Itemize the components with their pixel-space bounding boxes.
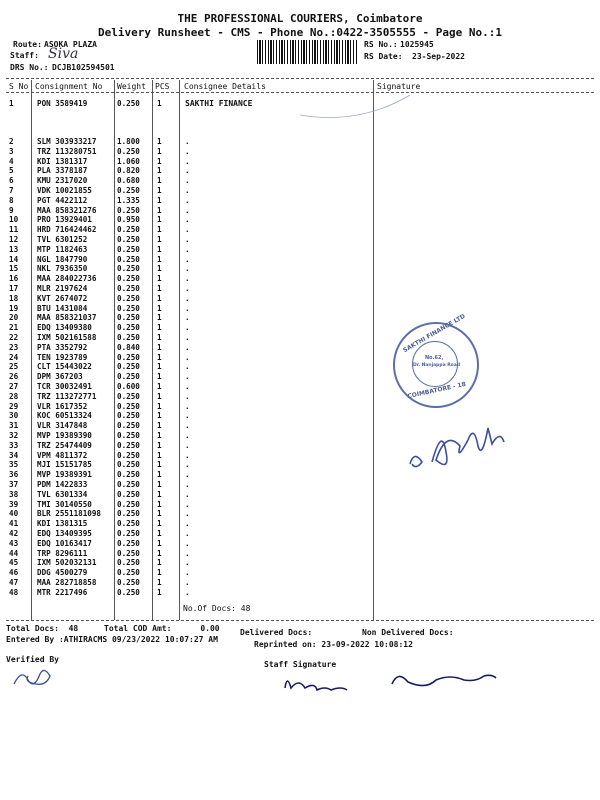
- row-consignment-no: KOC 60513324: [37, 411, 92, 421]
- row-pcs: 1: [157, 587, 162, 597]
- row-sno: 18: [9, 293, 19, 303]
- row-weight: 0.250: [117, 303, 140, 313]
- row-sno: 32: [9, 431, 19, 440]
- row-consignee-placeholder: .: [185, 313, 190, 323]
- row-sno: 25: [9, 362, 19, 372]
- no-of-docs: No.Of Docs: 48: [183, 604, 251, 613]
- row-consignee-placeholder: .: [185, 303, 190, 313]
- row-consignee-placeholder: .: [185, 548, 190, 558]
- row-consignment-no: TRP 8296111: [37, 548, 88, 558]
- row-weight: 0.250: [117, 509, 140, 519]
- row-consignment-no: DPM 367203: [37, 372, 83, 382]
- row-consignee-placeholder: .: [185, 362, 190, 372]
- first-consignee: SAKTHI FINANCE: [185, 99, 253, 108]
- row-consignee-placeholder: .: [185, 264, 190, 274]
- row-weight: 1.335: [117, 195, 140, 205]
- row-consignment-no: TRZ 113272771: [37, 391, 97, 401]
- row-pcs: 1: [157, 303, 162, 313]
- row-sno: 44: [9, 548, 19, 558]
- row-consignment-no: KDI 1381317: [37, 156, 88, 166]
- row-pcs: 1: [157, 333, 162, 342]
- col-header-signature: Signature: [377, 82, 421, 91]
- row-weight: 0.250: [117, 529, 140, 538]
- row-pcs: 1: [157, 529, 162, 538]
- row-consignment-no: MJI 15151785: [37, 460, 92, 470]
- row-pcs: 1: [157, 460, 162, 470]
- reprinted-on: Reprinted on: 23-09-2022 10:08:12: [254, 640, 413, 649]
- row-consignee-placeholder: .: [185, 587, 190, 597]
- row-consignment-no: MLR 2197624: [37, 284, 88, 293]
- row-sno: 30: [9, 411, 19, 421]
- col-header-sno: S No: [9, 82, 29, 91]
- row-consignment-no: KVT 2674072: [37, 293, 88, 303]
- row-consignment-no: MVP 19389391: [37, 470, 92, 480]
- row-consignment-no: EDQ 13409380: [37, 323, 92, 333]
- staff-value: Siva: [48, 46, 79, 62]
- row-pcs: 1: [157, 146, 162, 156]
- row-sno: 34: [9, 450, 19, 460]
- row-weight: 1.800: [117, 137, 140, 146]
- row-consignee-placeholder: .: [185, 558, 190, 568]
- row-weight: 0.250: [117, 352, 140, 362]
- row-consignment-no: EDQ 10163417: [37, 538, 92, 548]
- row-weight: 0.250: [117, 568, 140, 578]
- drs-label: DRS No.:: [10, 63, 49, 72]
- row-pcs: 1: [157, 578, 162, 587]
- row-consignee-placeholder: .: [185, 489, 190, 499]
- row-sno: 42: [9, 529, 19, 538]
- row-weight: 0.250: [117, 411, 140, 421]
- row-weight: 0.250: [117, 274, 140, 284]
- row-weight: 0.950: [117, 215, 140, 225]
- row-pcs: 1: [157, 342, 162, 352]
- col-header-weight: Weight: [117, 82, 146, 91]
- row-weight: 0.680: [117, 176, 140, 186]
- row-pcs: 1: [157, 254, 162, 264]
- row-consignee-placeholder: .: [185, 274, 190, 284]
- row-sno: 7: [9, 186, 14, 195]
- row-sno: 1: [9, 99, 14, 108]
- row-consignee-placeholder: .: [185, 205, 190, 215]
- row-sno: 48: [9, 587, 19, 597]
- row-consignee-placeholder: .: [185, 215, 190, 225]
- row-pcs: 1: [157, 323, 162, 333]
- delivered-docs: Delivered Docs:: [240, 628, 313, 637]
- row-consignment-no: NGL 1847790: [37, 254, 88, 264]
- row-pcs: 1: [157, 166, 162, 176]
- row-consignment-no: TRZ 25474409: [37, 440, 92, 450]
- row-pcs: 1: [157, 137, 162, 146]
- row-consignee-placeholder: .: [185, 333, 190, 342]
- row-consignee-placeholder: .: [185, 382, 190, 391]
- row-consignment-no: BTU 1431084: [37, 303, 88, 313]
- row-weight: 0.250: [117, 333, 140, 342]
- staff-signature-scrawl: [285, 675, 496, 690]
- row-pcs: 1: [157, 519, 162, 529]
- row-sno: 46: [9, 568, 19, 578]
- document-subtitle: Delivery Runsheet - CMS - Phone No.:0422-3505555 - Page No.:1: [98, 26, 502, 39]
- row-sno: 38: [9, 489, 19, 499]
- row-consignee-placeholder: .: [185, 529, 190, 538]
- row-pcs: 1: [157, 548, 162, 558]
- row-weight: 0.820: [117, 166, 140, 176]
- rs-date-label: RS Date:: [364, 52, 403, 61]
- row-sno: 29: [9, 401, 19, 411]
- row-pcs: 1: [157, 274, 162, 284]
- row-consignee-placeholder: .: [185, 460, 190, 470]
- row-consignee-placeholder: .: [185, 284, 190, 293]
- row-consignment-no: MVP 19389390: [37, 431, 92, 440]
- row-pcs: 1: [157, 470, 162, 480]
- row-consignment-no: DDG 4500279: [37, 568, 88, 578]
- row-consignment-no: TVL 6301334: [37, 489, 88, 499]
- row-pcs: 1: [157, 391, 162, 401]
- row-pcs: 1: [157, 284, 162, 293]
- col-header-consignee: Consignee Details: [184, 82, 266, 91]
- row-consignment-no: PLA 3378187: [37, 166, 88, 176]
- row-sno: 22: [9, 333, 19, 342]
- row-consignee-placeholder: .: [185, 293, 190, 303]
- row-consignee-placeholder: .: [185, 391, 190, 401]
- row-consignment-no: MTR 2217496: [37, 587, 88, 597]
- row-weight: 0.250: [117, 186, 140, 195]
- row-weight: 0.250: [117, 372, 140, 382]
- row-sno: 4: [9, 156, 14, 166]
- row-consignment-no: KMU 2317020: [37, 176, 88, 186]
- row-weight: 0.250: [117, 548, 140, 558]
- row-pcs: 1: [157, 176, 162, 186]
- row-pcs: 1: [157, 489, 162, 499]
- row-consignee-placeholder: .: [185, 499, 190, 509]
- row-consignment-no: VPM 4811372: [37, 450, 88, 460]
- row-consignment-no: TMI 30140550: [37, 499, 92, 509]
- row-pcs: 1: [157, 450, 162, 460]
- row-consignee-placeholder: .: [185, 509, 190, 519]
- row-pcs: 1: [157, 382, 162, 391]
- row-consignment-no: NKL 7936350: [37, 264, 88, 274]
- row-pcs: 1: [157, 244, 162, 254]
- row-consignee-placeholder: .: [185, 323, 190, 333]
- route-value: ASOKA PLAZA: [44, 40, 97, 49]
- stamp-line2: Dr. Nanjappa Road: [413, 363, 461, 368]
- row-sno: 12: [9, 235, 19, 244]
- row-consignee-placeholder: .: [185, 411, 190, 421]
- row-consignment-no: PRO 13929401: [37, 215, 92, 225]
- row-consignment-no: VDK 10021855: [37, 186, 92, 195]
- row-sno: 26: [9, 372, 19, 382]
- row-pcs: 1: [157, 225, 162, 235]
- row-sno: 21: [9, 323, 19, 333]
- row-weight: 0.250: [117, 470, 140, 480]
- row-consignee-placeholder: .: [185, 440, 190, 450]
- row-consignment-no: TRZ 113280751: [37, 146, 97, 156]
- row-consignment-no: MTP 1182463: [37, 244, 88, 254]
- row-pcs: 1: [157, 568, 162, 578]
- row-sno: 45: [9, 558, 19, 568]
- row-consignee-placeholder: .: [185, 254, 190, 264]
- row-pcs: 1: [157, 195, 162, 205]
- total-docs: Total Docs: 48: [6, 624, 79, 633]
- row-consignment-no: EDQ 13409395: [37, 529, 92, 538]
- row-pcs: 1: [157, 99, 162, 108]
- row-weight: 0.250: [117, 225, 140, 235]
- row-consignee-placeholder: .: [185, 137, 190, 146]
- row-consignee-placeholder: .: [185, 176, 190, 186]
- row-sno: 9: [9, 205, 14, 215]
- row-pcs: 1: [157, 264, 162, 274]
- row-consignment-no: HRD 716424462: [37, 225, 97, 235]
- row-consignment-no: TCR 30032491: [37, 382, 92, 391]
- row-consignment-no: MAA 858321037: [37, 313, 97, 323]
- non-delivered-docs: Non Delivered Docs:: [362, 628, 454, 637]
- row-sno: 19: [9, 303, 19, 313]
- row-consignment-no: SLM 303933217: [37, 137, 97, 146]
- stamp-company: SAKTHI FINANCE LTD: [401, 312, 467, 355]
- row-pcs: 1: [157, 293, 162, 303]
- rs-no-label: RS No.:: [364, 40, 398, 49]
- row-weight: 0.250: [117, 587, 140, 597]
- row-sno: 31: [9, 421, 19, 431]
- row-sno: 10: [9, 215, 19, 225]
- row-pcs: 1: [157, 401, 162, 411]
- row-weight: 0.250: [117, 401, 140, 411]
- row-pcs: 1: [157, 352, 162, 362]
- row-consignee-placeholder: .: [185, 146, 190, 156]
- row-sno: 14: [9, 254, 19, 264]
- row-consignment-no: MAA 284022736: [37, 274, 97, 284]
- row-consignee-placeholder: .: [185, 352, 190, 362]
- row-weight: 0.250: [117, 538, 140, 548]
- row-consignee-placeholder: .: [185, 450, 190, 460]
- row-weight: 0.250: [117, 431, 140, 440]
- consignee-signature: [410, 428, 504, 467]
- row-pcs: 1: [157, 558, 162, 568]
- row-consignee-placeholder: .: [185, 519, 190, 529]
- row-sno: 39: [9, 499, 19, 509]
- row-sno: 3: [9, 146, 14, 156]
- row-consignee-placeholder: .: [185, 166, 190, 176]
- staff-label: Staff:: [10, 51, 39, 60]
- row-consignment-no: TVL 6301252: [37, 235, 88, 244]
- row-consignment-no: VLR 3147848: [37, 421, 88, 431]
- row-pcs: 1: [157, 411, 162, 421]
- row-sno: 23: [9, 342, 19, 352]
- row-weight: 0.250: [117, 421, 140, 431]
- row-consignment-no: PDM 1422833: [37, 480, 88, 489]
- row-weight: 0.250: [117, 284, 140, 293]
- row-sno: 20: [9, 313, 19, 323]
- row-weight: 0.250: [117, 489, 140, 499]
- row-sno: 28: [9, 391, 19, 401]
- row-consignment-no: VLR 1617352: [37, 401, 88, 411]
- row-consignment-no: IXM 502032131: [37, 558, 97, 568]
- row-consignee-placeholder: .: [185, 225, 190, 235]
- row-consignee-placeholder: .: [185, 235, 190, 244]
- col-header-consignment: Consignment No: [35, 82, 103, 91]
- document-title: THE PROFESSIONAL COURIERS, Coimbatore: [177, 12, 423, 25]
- row-sno: 5: [9, 166, 14, 176]
- row-weight: 0.250: [117, 293, 140, 303]
- row-weight: 0.250: [117, 323, 140, 333]
- row-pcs: 1: [157, 215, 162, 225]
- row-consignment-no: PON 3589419: [37, 99, 88, 108]
- row-pcs: 1: [157, 480, 162, 489]
- row-consignment-no: TEN 1923789: [37, 352, 88, 362]
- row-weight: 0.250: [117, 254, 140, 264]
- row-sno: 47: [9, 578, 19, 587]
- row-pcs: 1: [157, 440, 162, 450]
- row-consignee-placeholder: .: [185, 195, 190, 205]
- row-consignee-placeholder: .: [185, 431, 190, 440]
- row-consignment-no: BLR 2551181098: [37, 509, 102, 519]
- row-sno: 16: [9, 274, 19, 284]
- row-consignment-no: PTA 3352792: [37, 342, 88, 352]
- row-consignment-no: PGT 4422112: [37, 195, 88, 205]
- row-consignee-placeholder: .: [185, 421, 190, 431]
- row-weight: 0.840: [117, 342, 140, 352]
- rs-date-value: 23-Sep-2022: [412, 52, 465, 61]
- row-sno: 17: [9, 284, 19, 293]
- drs-value: DCJB102594501: [52, 63, 115, 72]
- row-consignee-placeholder: .: [185, 372, 190, 382]
- row-weight: 0.250: [117, 480, 140, 489]
- row-pcs: 1: [157, 421, 162, 431]
- row-sno: 36: [9, 470, 19, 480]
- row-pcs: 1: [157, 538, 162, 548]
- row-pcs: 1: [157, 156, 162, 166]
- row-weight: 0.250: [117, 313, 140, 323]
- row-weight: 0.250: [117, 519, 140, 529]
- row-pcs: 1: [157, 372, 162, 382]
- rs-no-value: 1025945: [400, 40, 434, 49]
- row-weight: 0.250: [117, 264, 140, 274]
- row-weight: 0.250: [117, 499, 140, 509]
- col-header-pcs: PCS: [155, 82, 170, 91]
- row-weight: 0.250: [117, 578, 140, 587]
- row-pcs: 1: [157, 499, 162, 509]
- row-sno: 15: [9, 264, 19, 274]
- verified-by-label: Verified By: [6, 655, 59, 664]
- row-sno: 27: [9, 382, 19, 391]
- row-weight: 1.060: [117, 156, 140, 166]
- route-label: Route:: [13, 40, 42, 49]
- row-weight: 0.250: [117, 146, 140, 156]
- verifier-signature: [14, 670, 50, 684]
- row-consignee-placeholder: .: [185, 538, 190, 548]
- row-consignee-placeholder: .: [185, 470, 190, 480]
- row-consignment-no: IXM 502161588: [37, 333, 97, 342]
- row-weight: 0.250: [117, 558, 140, 568]
- row-sno: 41: [9, 519, 19, 529]
- row-weight: 0.250: [117, 244, 140, 254]
- row-sno: 8: [9, 195, 14, 205]
- row-sno: 13: [9, 244, 19, 254]
- staff-signature-label: Staff Signature: [264, 660, 337, 669]
- row-sno: 6: [9, 176, 14, 186]
- row-weight: 0.250: [117, 362, 140, 372]
- stamp-city: COIMBATORE - 18: [406, 380, 467, 401]
- row-weight: 0.250: [117, 440, 140, 450]
- row-pcs: 1: [157, 362, 162, 372]
- row-consignee-placeholder: .: [185, 156, 190, 166]
- row-sno: 11: [9, 225, 19, 235]
- row-pcs: 1: [157, 235, 162, 244]
- stamp-line1: No.62,: [425, 355, 444, 361]
- row-weight: 0.250: [117, 99, 140, 108]
- row-consignment-no: KDI 1381315: [37, 519, 88, 529]
- row-sno: 40: [9, 509, 19, 519]
- row-consignee-placeholder: .: [185, 342, 190, 352]
- row-pcs: 1: [157, 205, 162, 215]
- row-sno: 33: [9, 440, 19, 450]
- row-consignee-placeholder: .: [185, 480, 190, 489]
- total-cod: Total COD Amt: 0.00: [104, 624, 220, 633]
- row-consignment-no: MAA 858321276: [37, 205, 97, 215]
- row-weight: 0.250: [117, 460, 140, 470]
- row-consignee-placeholder: .: [185, 578, 190, 587]
- row-weight: 0.250: [117, 235, 140, 244]
- pen-stroke: [300, 95, 410, 118]
- row-sno: 43: [9, 538, 19, 548]
- row-sno: 35: [9, 460, 19, 470]
- row-weight: 0.250: [117, 450, 140, 460]
- row-weight: 0.600: [117, 382, 140, 391]
- row-sno: 37: [9, 480, 19, 489]
- row-pcs: 1: [157, 431, 162, 440]
- row-weight: 0.250: [117, 391, 140, 401]
- row-consignment-no: CLT 15443022: [37, 362, 92, 372]
- row-pcs: 1: [157, 509, 162, 519]
- row-sno: 2: [9, 137, 14, 146]
- row-pcs: 1: [157, 186, 162, 195]
- row-consignee-placeholder: .: [185, 244, 190, 254]
- row-consignment-no: MAA 282718858: [37, 578, 97, 587]
- row-consignee-placeholder: .: [185, 568, 190, 578]
- row-consignee-placeholder: .: [185, 186, 190, 195]
- entered-by: Entered By :ATHIRACMS 09/23/2022 10:07:27 AM: [6, 635, 218, 644]
- row-pcs: 1: [157, 313, 162, 323]
- row-sno: 24: [9, 352, 19, 362]
- row-consignee-placeholder: .: [185, 401, 190, 411]
- row-weight: 0.250: [117, 205, 140, 215]
